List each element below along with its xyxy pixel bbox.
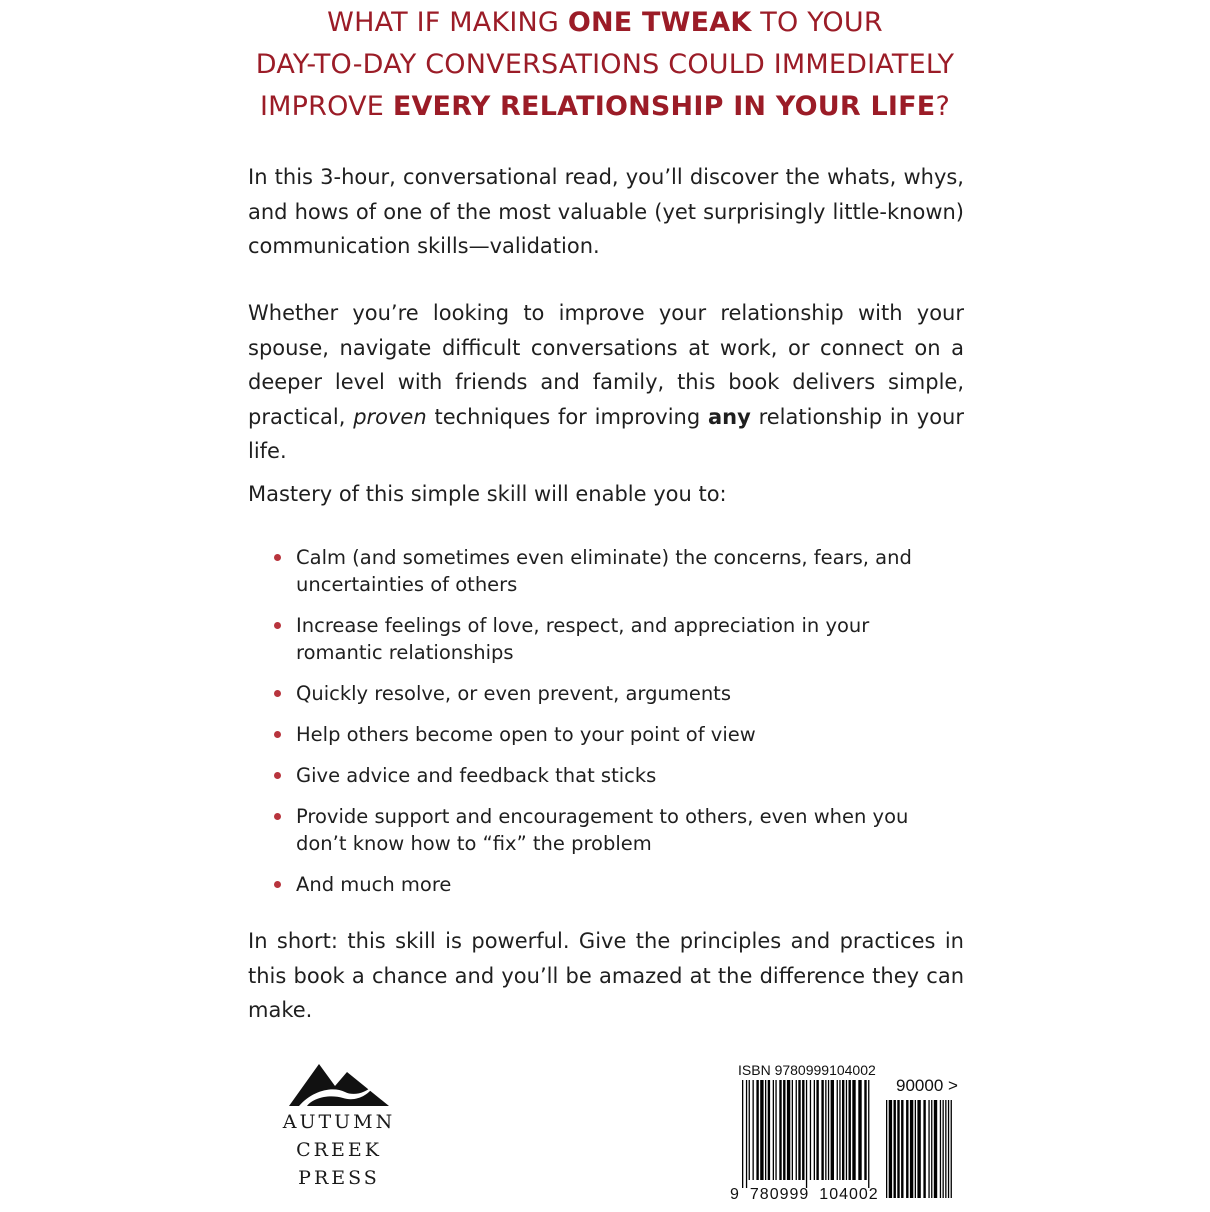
closing-paragraph: In short: this skill is powerful. Give the principles and practices in this book a chance and you’ll be amazed at the difference they can make. <box>248 929 964 1022</box>
list-item: Provide support and encouragement to others, even when you don’t know how to “fix” the problem <box>272 803 962 857</box>
bullet-dot-icon <box>274 813 281 820</box>
mountain-logo-icon <box>289 1060 389 1108</box>
list-item: Quickly resolve, or even prevent, arguments <box>272 680 962 707</box>
intro-paragraph: In this 3-hour, conversational read, you’ll discover the whats, whys, and hows of one of the most valuable (yet surprisingly little-known) communication skills—validation. <box>248 165 964 258</box>
bullet-dot-icon <box>274 881 281 888</box>
isbn-barcode <box>730 1062 970 1212</box>
headline <box>200 2 1010 128</box>
mastery-paragraph: Mastery of this simple skill will enable you to: <box>248 482 727 506</box>
headline-line-3: IMPROVE EVERY RELATIONSHIP IN YOUR LIFE? <box>260 91 950 122</box>
bullet-dot-icon <box>274 772 281 779</box>
bullet-dot-icon <box>274 731 281 738</box>
whether-paragraph: Whether you’re looking to improve your relationship with your spouse, navigate difficult conversations at work, or connect on a deeper level with friends and family, this book delivers simple, practical, proven techniques for improving any relationship in your life. <box>248 301 964 463</box>
list-item: Calm (and sometimes even eliminate) the concerns, fears, and uncertainties of others <box>272 544 962 598</box>
headline-line-2: DAY-TO-DAY CONVERSATIONS COULD IMMEDIATELY <box>255 49 955 80</box>
publisher-logo <box>276 1060 402 1192</box>
list-item: Help others become open to your point of view <box>272 721 962 748</box>
bullet-dot-icon <box>274 554 281 561</box>
isbn-label: ISBN 9780999104002 <box>738 1062 876 1078</box>
publisher-name-line-1: AUTUMN <box>282 1111 396 1133</box>
list-item: Give advice and feedback that sticks <box>272 762 962 789</box>
barcode-digits: 9 780999 104002 <box>730 1186 879 1203</box>
list-item: And much more <box>272 871 962 898</box>
list-item: Increase feelings of love, respect, and appreciation in your romantic relationships <box>272 612 962 666</box>
publisher-name-line-3: PRESS <box>298 1167 380 1189</box>
bullet-dot-icon <box>274 690 281 697</box>
publisher-name-line-2: CREEK <box>296 1139 382 1161</box>
benefit-list <box>272 544 962 912</box>
bullet-dot-icon <box>274 622 281 629</box>
price-code: 90000 > <box>896 1076 958 1095</box>
headline-line-1: WHAT IF MAKING ONE TWEAK TO YOUR <box>327 7 883 38</box>
